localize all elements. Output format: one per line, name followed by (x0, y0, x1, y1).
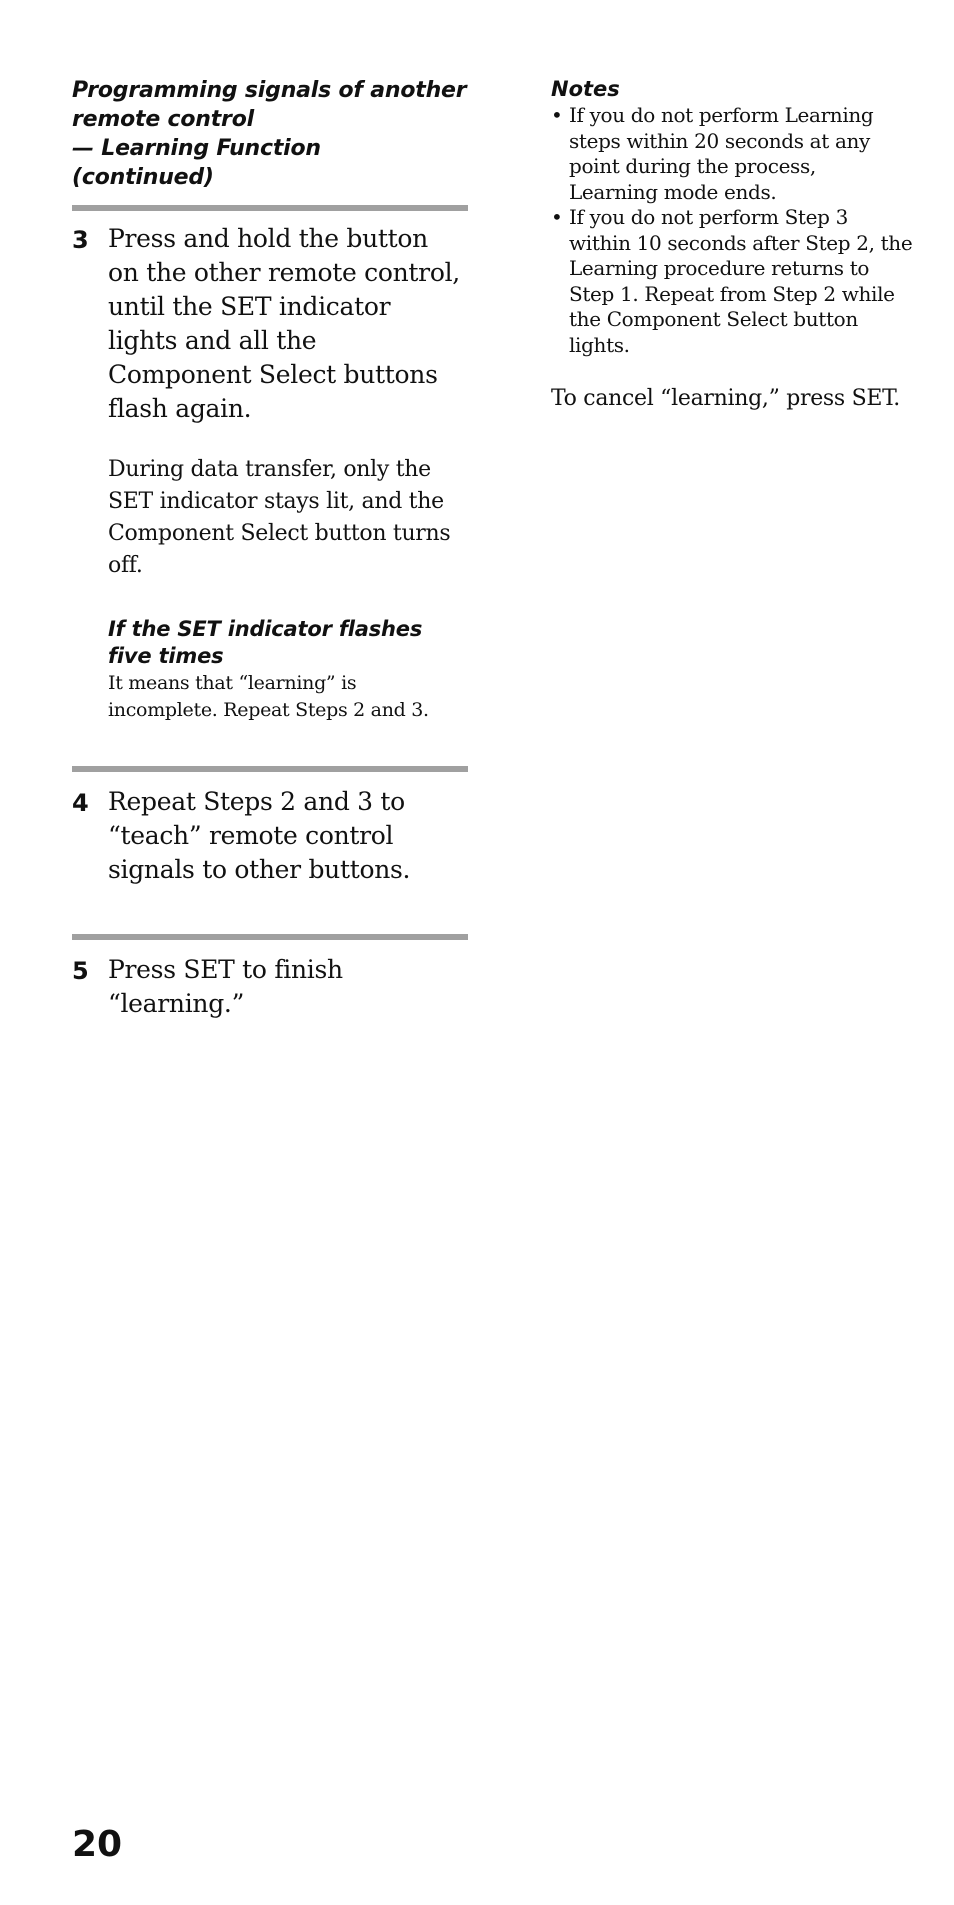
notes-item-line: point during the process, (569, 154, 816, 178)
step-divider (72, 766, 468, 772)
section-heading (72, 76, 468, 192)
step-instruction-line: until the SET indicator (108, 292, 391, 321)
step-divider (72, 934, 468, 940)
notes-item-line: If you do not perform Step 3 (569, 205, 848, 229)
troubleshoot-text-line: It means that “learning” is (108, 672, 357, 694)
step-instruction-line: lights and all the (108, 326, 317, 355)
step-body (108, 785, 468, 887)
step-divider (72, 205, 468, 211)
step-body (108, 953, 468, 1021)
step-explanation (108, 454, 468, 582)
step-instruction-line: “learning.” (108, 989, 245, 1018)
troubleshoot-heading-line: five times (108, 644, 224, 668)
troubleshoot-text (108, 670, 468, 724)
step-number: 5 (72, 957, 89, 985)
step-instruction-line: signals to other buttons. (108, 855, 411, 884)
step-instruction (108, 953, 468, 1021)
step-instruction-line: Repeat Steps 2 and 3 to (108, 787, 405, 816)
step-instruction-line: flash again. (108, 394, 252, 423)
notes-item-line: lights. (569, 332, 630, 357)
step-4 (72, 785, 468, 887)
step-instruction-line: “teach” remote control (108, 821, 394, 850)
step-instruction-line: Component Select buttons (108, 360, 438, 389)
notes-item-line: If you do not perform Learning (569, 103, 874, 127)
bullet-icon: • (551, 205, 563, 229)
page-number: 20 (72, 1824, 123, 1865)
notes-item-line: Learning procedure returns to (569, 256, 870, 280)
step-instruction-line: Press SET to finish (108, 955, 343, 984)
notes-item (551, 103, 921, 205)
step-instruction (108, 785, 468, 887)
right-column (551, 76, 921, 414)
notes-item (551, 205, 921, 358)
step-body (108, 222, 468, 724)
section-heading-line: — Learning Function (continued) (72, 136, 321, 190)
notes-item-line: Step 1. Repeat from Step 2 while (569, 281, 895, 306)
section-heading-line: Programming signals of another (72, 78, 467, 103)
step-3 (72, 222, 468, 724)
step-instruction (108, 222, 468, 426)
step-explanation-line: SET indicator stays lit, and the (108, 489, 444, 514)
notes-item-line: steps within 20 seconds at any (569, 128, 871, 153)
step-number: 4 (72, 789, 89, 817)
bullet-icon: • (551, 103, 563, 127)
step-instruction-line: on the other remote control, (108, 258, 460, 287)
left-column (72, 76, 468, 1021)
step-explanation-line: Component Select button turns (108, 521, 451, 546)
troubleshoot-text-line: incomplete. Repeat Steps 2 and 3. (108, 699, 429, 721)
notes-heading: Notes (551, 77, 620, 101)
step-5 (72, 953, 468, 1021)
step-number: 3 (72, 226, 89, 254)
notes-item-line: the Component Select button (569, 307, 858, 331)
step-instruction-line: Press and hold the button (108, 224, 428, 253)
troubleshoot-heading (108, 616, 468, 670)
troubleshoot-heading-line: If the SET indicator flashes (108, 617, 423, 641)
step-explanation-line: During data transfer, only the (108, 457, 431, 482)
notes-item-line: within 10 seconds after Step 2, the (569, 230, 913, 255)
section-heading-line: remote control (72, 107, 254, 132)
cancel-instruction: To cancel “learning,” press SET. (551, 386, 900, 411)
notes-item-line: Learning mode ends. (569, 179, 777, 204)
step-explanation-line: off. (108, 553, 143, 578)
notes-list (551, 103, 921, 358)
